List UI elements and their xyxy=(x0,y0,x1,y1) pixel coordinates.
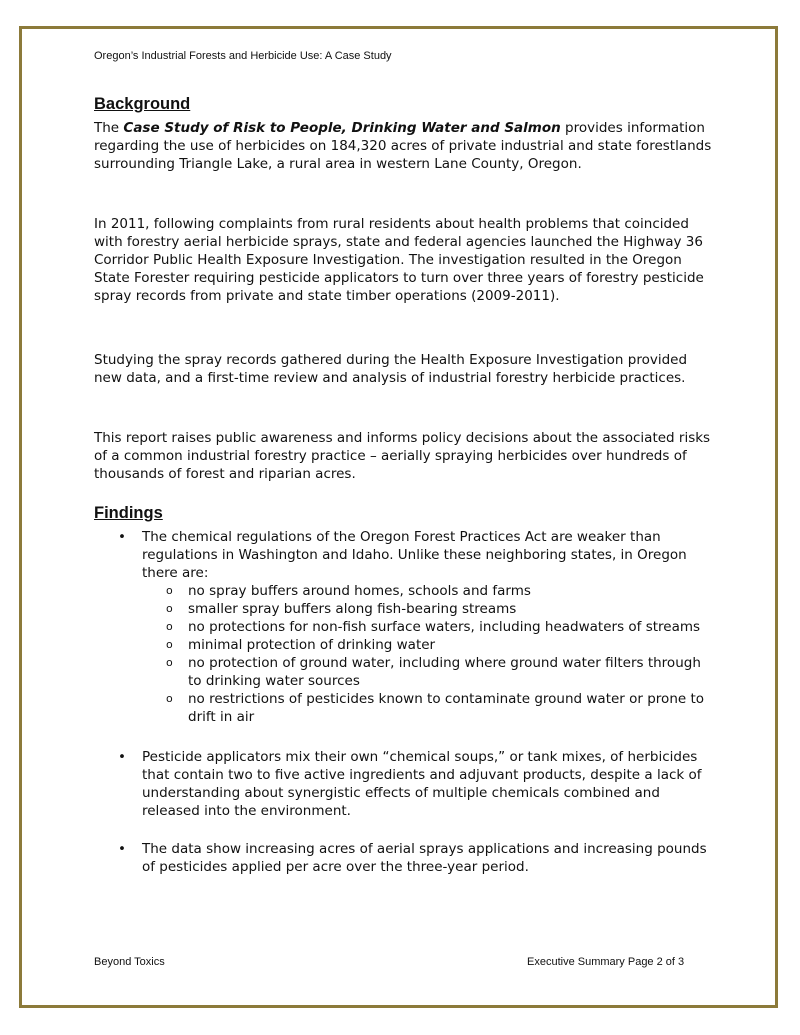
footer-left: Beyond Toxics xyxy=(94,956,165,968)
case-study-title: Case Study of Risk to People, Drinking Water and Salmon xyxy=(123,120,561,136)
findings-heading: Findings xyxy=(94,504,163,522)
bullet-icon: • xyxy=(118,749,126,765)
sub-bullet-icon: o xyxy=(166,602,173,615)
background-heading: Background xyxy=(94,95,191,113)
sub-bullet-icon: o xyxy=(166,638,173,651)
sub-list xyxy=(142,582,714,726)
background-paragraph-1: The Case Study of Risk to People, Drinking Water and Salmon provides information regarding the use of herbicides on 184,320 acres of private industrial and state forestlands surrounding Triangle Lake, a rural area in western Lane County, Oregon. xyxy=(94,120,712,172)
sub-item: o no restrictions of pesticides known to contaminate ground water or prone to drift in air xyxy=(166,691,705,725)
background-paragraph-4: This report raises public awareness and informs policy decisions about the associated risks of a common industrial forestry practice – aerially spraying herbicides over hundreds of thousands of forest and riparian acres. xyxy=(94,430,711,482)
background-paragraph-3: Studying the spray records gathered during the Health Exposure Investigation provided new data, and a first-time review and analysis of industrial forestry herbicide practices. xyxy=(94,352,688,386)
sub-item: o smaller spray buffers along fish-bearing streams xyxy=(166,601,517,617)
footer-page-number: Executive Summary Page 2 of 3 xyxy=(527,956,685,968)
sub-bullet-icon: o xyxy=(166,692,173,705)
findings-list xyxy=(94,528,714,876)
bullet-icon: • xyxy=(118,841,126,857)
bullet-icon: • xyxy=(118,529,126,545)
sub-item: o no spray buffers around homes, schools and farms xyxy=(166,583,531,599)
finding-item: • The data show increasing acres of aerial sprays applications and increasing pounds of pesticides applied per acre over the three-year period. xyxy=(118,841,707,875)
sub-bullet-icon: o xyxy=(166,584,173,597)
finding-item: • The chemical regulations of the Oregon Forest Practices Act are weaker than regulations in Washington and Idaho. Unlike these neighboring states, in Oregon there are: o no spray buffers around homes, schools and farms o smaller spray buffers along fish-bearing streams o no protections for non-fish surface waters, including headwaters of streams o minimal protection of drinking water o no protection of ground water, including where ground water filters through to drinking water sources o no restrictions of pesticides known to contaminate ground water or prone to drift in air xyxy=(94,528,714,726)
sub-item: o minimal protection of drinking water xyxy=(166,637,436,653)
sub-bullet-icon: o xyxy=(166,656,173,669)
sub-bullet-icon: o xyxy=(166,620,173,633)
page-header: Oregon’s Industrial Forests and Herbicide Use: A Case Study xyxy=(94,50,392,62)
sub-item: o no protection of ground water, including where ground water filters through to drinking water sources xyxy=(166,655,701,689)
finding-item: • Pesticide applicators mix their own “chemical soups,” or tank mixes, of herbicides that contain two to five active ingredients and adjuvant products, despite a lack of understanding about synergistic effects of multiple chemicals combined and released into the environment. xyxy=(118,749,702,819)
sub-item: o no protections for non-fish surface waters, including headwaters of streams xyxy=(166,619,701,635)
background-paragraph-2: In 2011, following complaints from rural residents about health problems that coincided with forestry aerial herbicide sprays, state and federal agencies launched the Highway 36 Corridor Public Health Exposure Investigation. The investigation resulted in the Oregon State Forester requiring pesticide applicators to turn over three years of forestry pesticide spray records from private and state timber operations (2009-2011). xyxy=(94,216,704,304)
